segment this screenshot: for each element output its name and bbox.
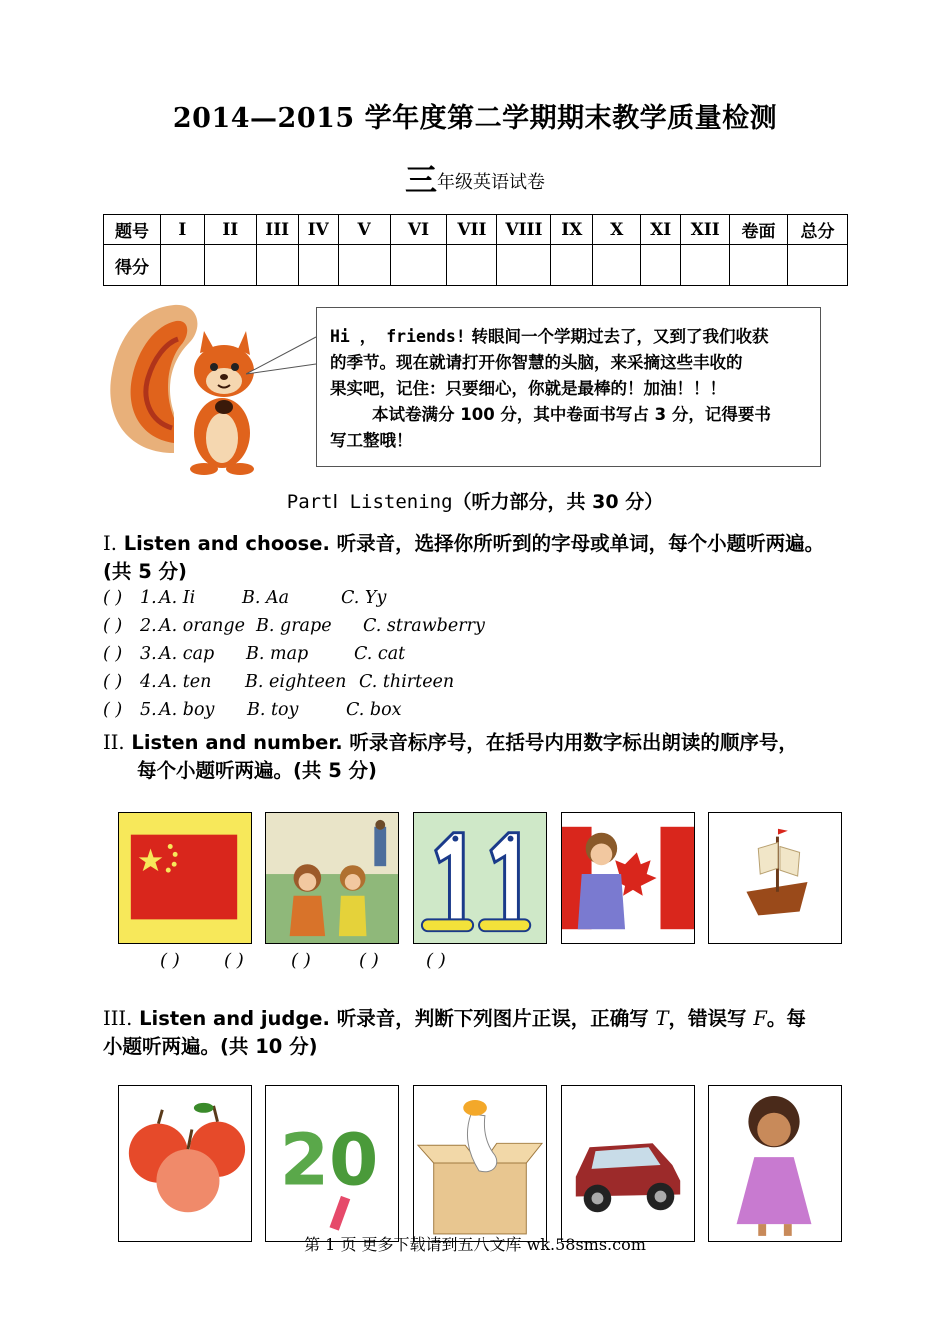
intro-line: 写工整哦！ xyxy=(330,431,413,450)
score-header-cell: 题号 xyxy=(104,215,161,245)
score-header-cell: 卷面 xyxy=(730,215,788,245)
score-cell[interactable] xyxy=(256,245,298,286)
option-c: C. thirteen xyxy=(359,672,455,692)
section-3-number: III. xyxy=(103,1007,133,1030)
option-a: A. ten xyxy=(159,672,212,692)
part-heading-chinese: （听力部分，共 30 分） xyxy=(452,491,664,513)
score-cell[interactable] xyxy=(338,245,390,286)
option-c: C. cat xyxy=(354,644,406,664)
picture-girl-dora xyxy=(708,1085,842,1242)
option-a: A. boy xyxy=(159,700,215,720)
question-row xyxy=(103,644,603,668)
intro-line: 本试卷满分 100 分，其中卷面书写占 3 分，记得要书 xyxy=(372,405,771,424)
score-cell[interactable] xyxy=(390,245,447,286)
score-cell[interactable] xyxy=(681,245,730,286)
number-paren[interactable]: ( ) xyxy=(291,950,311,971)
score-row-label: 得分 xyxy=(104,245,161,286)
option-b: B. grape xyxy=(256,616,332,636)
question-number: 4. xyxy=(140,672,157,692)
score-header-cell: II xyxy=(204,215,256,245)
svg-text:2: 2 xyxy=(279,1118,330,1202)
subtitle-text: 年级英语试卷 xyxy=(437,172,545,193)
option-a: A. Ii xyxy=(159,588,196,608)
picture-ship xyxy=(708,812,842,944)
picture-chinese-flag xyxy=(118,812,252,944)
score-cell[interactable] xyxy=(593,245,641,286)
score-header-cell: VIII xyxy=(497,215,551,245)
answer-paren[interactable]: ( ) xyxy=(103,700,123,720)
intro-greeting: Hi ， friends! xyxy=(330,327,466,346)
intro-line: 果实吧，记住：只要细心，你就是最棒的！加油！！！ xyxy=(330,379,726,398)
score-cell[interactable] xyxy=(160,245,204,286)
section-3-line2: 小题听两遍。(共 10 分) xyxy=(103,1035,318,1058)
page-subtitle xyxy=(0,155,950,201)
section-1-number: I. xyxy=(103,532,117,555)
question-number: 1. xyxy=(140,588,157,608)
section-2-number: II. xyxy=(103,731,125,754)
score-header-cell: IV xyxy=(298,215,338,245)
speech-bubble-tail xyxy=(246,336,318,378)
section-3-line1-b: ，错误写 xyxy=(668,1007,754,1030)
answer-paren[interactable]: ( ) xyxy=(103,616,123,636)
score-value-row xyxy=(104,245,848,286)
section-1-line1: Listen and choose. 听录音，选择你所听到的字母或单词，每个小题听两遍。 xyxy=(116,532,825,555)
option-c: C. strawberry xyxy=(363,616,485,636)
score-header-cell: VI xyxy=(390,215,447,245)
section-3-instructions xyxy=(103,1005,873,1061)
question-row xyxy=(103,616,603,640)
option-c: C. Yy xyxy=(341,588,387,608)
question-row xyxy=(103,672,603,696)
score-header-row xyxy=(104,215,848,245)
score-header-cell: X xyxy=(593,215,641,245)
picture-canada-boy xyxy=(561,812,695,944)
score-cell[interactable] xyxy=(298,245,338,286)
answer-paren[interactable]: ( ) xyxy=(103,644,123,664)
true-mark: T xyxy=(655,1007,669,1030)
picture-goose-in-box xyxy=(413,1085,547,1242)
score-cell[interactable] xyxy=(204,245,256,286)
score-header-cell: VII xyxy=(447,215,497,245)
section-2-instructions xyxy=(103,729,873,785)
intro-line: 的季节。现在就请打开你智慧的头脑，来采摘这些丰收的 xyxy=(330,353,743,372)
intro-speech-bubble xyxy=(316,307,821,467)
score-cell[interactable] xyxy=(551,245,593,286)
option-c: C. box xyxy=(346,700,402,720)
score-cell[interactable] xyxy=(497,245,551,286)
picture-number-eleven xyxy=(413,812,547,944)
score-header-cell: XII xyxy=(681,215,730,245)
page-footer: 第 1 页 更多下载请到五八文库 wk.58sms.com xyxy=(304,1235,646,1254)
score-cell[interactable] xyxy=(447,245,497,286)
option-b: B. toy xyxy=(247,700,299,720)
grade-number: 三 xyxy=(404,161,437,199)
picture-apples xyxy=(118,1085,252,1242)
part-heading-english: PartⅠ Listening xyxy=(286,491,453,513)
option-b: B. eighteen xyxy=(245,672,347,692)
question-row xyxy=(103,588,603,612)
score-header-cell: I xyxy=(160,215,204,245)
answer-paren[interactable]: ( ) xyxy=(103,588,123,608)
score-cell[interactable] xyxy=(641,245,681,286)
score-cell[interactable] xyxy=(788,245,848,286)
picture-number-twenty xyxy=(265,1085,399,1242)
squirrel-mascot-image xyxy=(104,303,264,478)
score-table xyxy=(103,214,848,286)
score-header-cell: III xyxy=(256,215,298,245)
false-mark: F xyxy=(753,1007,767,1030)
page-title: 2014—2015 学年度第二学期期末教学质量检测 xyxy=(172,103,778,134)
section-1-instructions xyxy=(103,530,873,586)
option-a: A. cap xyxy=(159,644,215,664)
question-number: 2. xyxy=(140,616,157,636)
picture-car xyxy=(561,1085,695,1242)
answer-paren[interactable]: ( ) xyxy=(103,672,123,692)
score-header-cell: IX xyxy=(551,215,593,245)
option-b: B. Aa xyxy=(242,588,290,608)
question-number: 5. xyxy=(140,700,157,720)
number-paren[interactable]: ( ) xyxy=(359,950,379,971)
score-header-cell: V xyxy=(338,215,390,245)
part-heading xyxy=(0,487,950,514)
section-2-line1: Listen and number. 听录音标序号，在括号内用数字标出朗读的顺序号， xyxy=(124,731,798,754)
number-paren[interactable]: ( ) xyxy=(160,950,180,971)
question-number: 3. xyxy=(140,644,157,664)
number-paren[interactable]: ( ) xyxy=(224,950,244,971)
score-cell[interactable] xyxy=(730,245,788,286)
intro-line xyxy=(330,324,808,350)
number-paren[interactable]: ( ) xyxy=(426,950,446,971)
svg-text:0: 0 xyxy=(329,1118,379,1202)
section-3-line1-a: Listen and judge. 听录音，判断下列图片正误，正确写 xyxy=(132,1007,656,1030)
score-header-cell: XI xyxy=(641,215,681,245)
section-2-line2: 每个小题听两遍。(共 5 分) xyxy=(137,759,377,782)
option-a: A. orange xyxy=(159,616,245,636)
option-b: B. map xyxy=(246,644,309,664)
intro-line-text: 转眼间一个学期过去了，又到了我们收获 xyxy=(465,327,769,346)
score-header-cell: 总分 xyxy=(788,215,848,245)
question-row xyxy=(103,700,603,724)
picture-two-girls-talking xyxy=(265,812,399,944)
section-3-line1-c: 。每 xyxy=(766,1007,806,1030)
section-1-line2: (共 5 分) xyxy=(103,560,187,583)
